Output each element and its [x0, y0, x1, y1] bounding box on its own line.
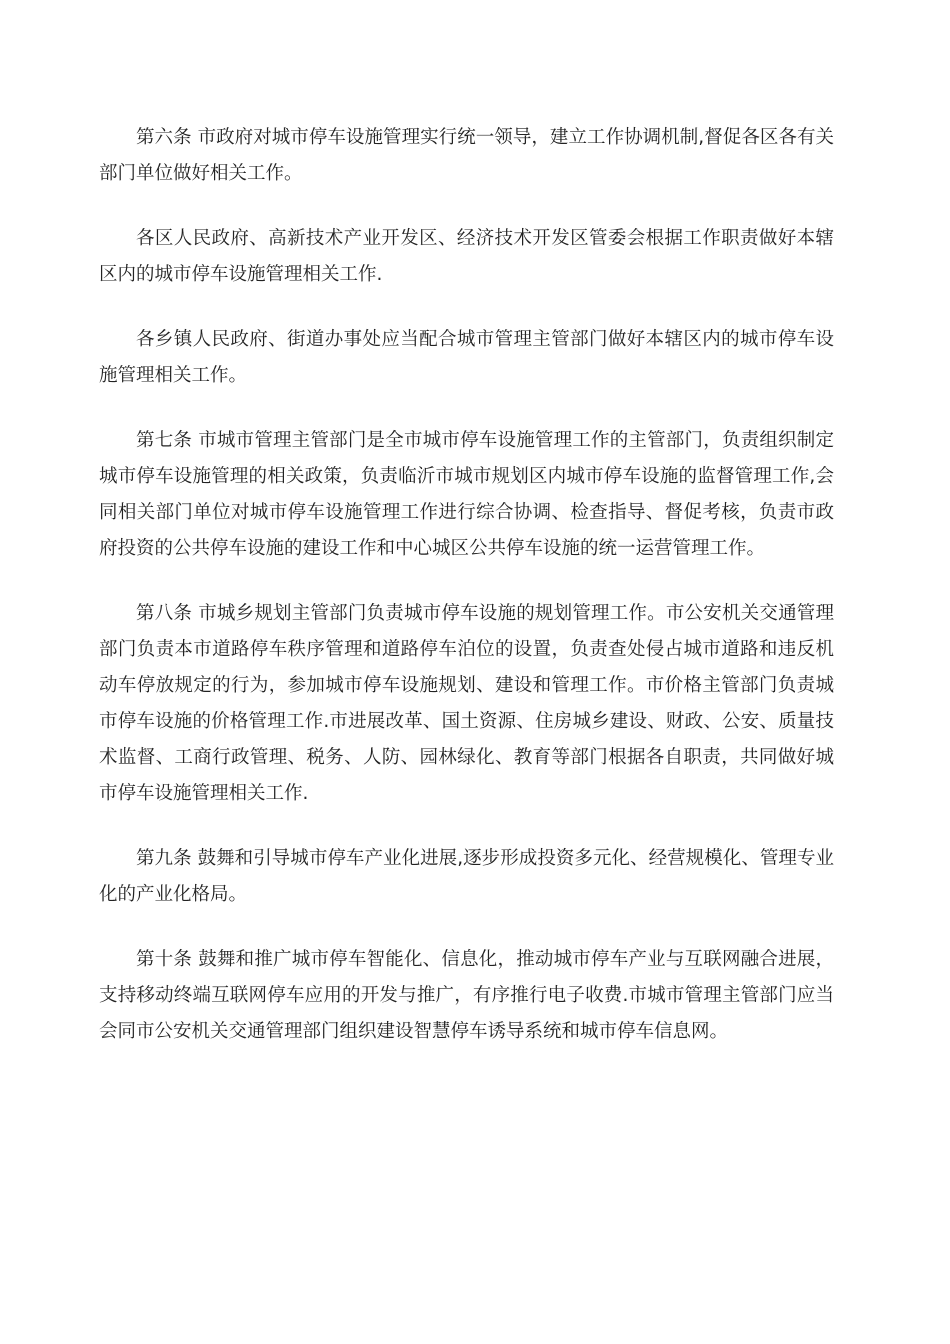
paragraph-district-governments: 各区人民政府、高新技术产业开发区、经济技术开发区管委会根据工作职责做好本辖区内的城市停车设施管理相关工作.	[99, 228, 834, 285]
paragraph-article-8: 第八条 市城乡规划主管部门负责城市停车设施的规划管理工作。市公安机关交通管理部门负责本市道路停车秩序管理和道路停车泊位的设置，负责查处侵占城市道路和违反机动车停放规定的行为，参加城市停车设施规划、建设和管理工作。市价格主管部门负责城市停车设施的价格管理工作.市进展改革、国土资源、住房城乡建设、财政、公安、质量技术监督、工商行政管理、税务、人防、园林绿化、教育等部门根据各自职责，共同做好城市停车设施管理相关工作.	[99, 603, 834, 804]
paragraph-article-9: 第九条 鼓舞和引导城市停车产业化进展,逐步形成投资多元化、经营规模化、管理专业化的产业化格局。	[99, 848, 834, 905]
paragraph-township-governments: 各乡镇人民政府、街道办事处应当配合城市管理主管部门做好本辖区内的城市停车设施管理相关工作。	[99, 329, 834, 386]
paragraph-article-6: 第六条 市政府对城市停车设施管理实行统一领导，建立工作协调机制,督促各区各有关部门单位做好相关工作。	[99, 127, 834, 184]
document-body	[99, 120, 834, 1079]
paragraph-article-10: 第十条 鼓舞和推广城市停车智能化、信息化，推动城市停车产业与互联网融合进展，支持移动终端互联网停车应用的开发与推广，有序推行电子收费.市城市管理主管部门应当会同市公安机关交通管理部门组织建设智慧停车诱导系统和城市停车信息网。	[99, 949, 834, 1042]
paragraph-article-7: 第七条 市城市管理主管部门是全市城市停车设施管理工作的主管部门，负责组织制定城市停车设施管理的相关政策，负责临沂市城市规划区内城市停车设施的监督管理工作,会同相关部门单位对城市停车设施管理工作进行综合协调、检查指导、督促考核，负责市政府投资的公共停车设施的建设工作和中心城区公共停车设施的统一运营管理工作。	[99, 430, 834, 559]
